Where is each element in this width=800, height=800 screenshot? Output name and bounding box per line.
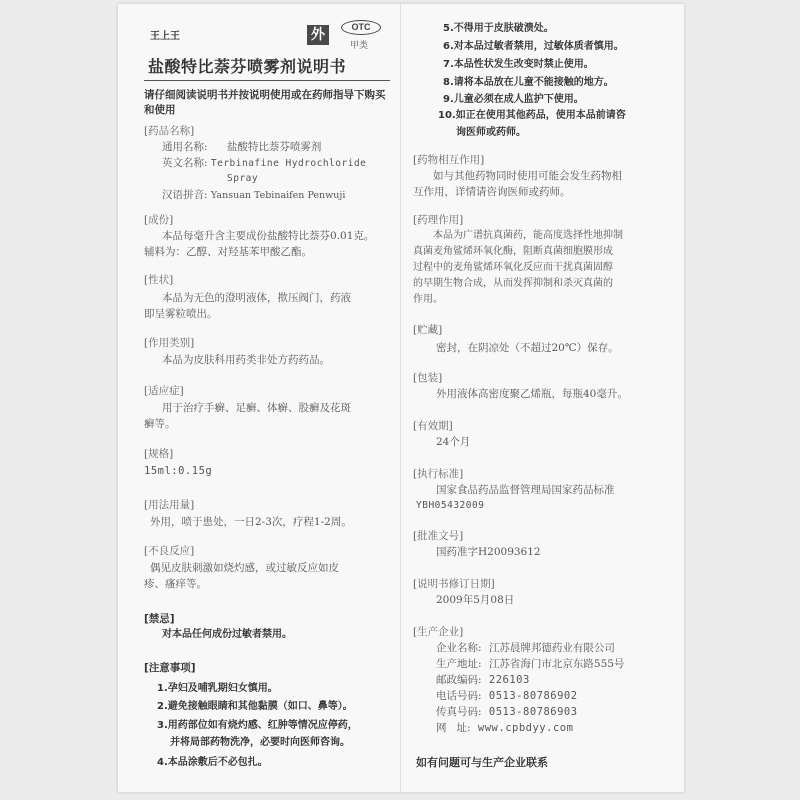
fold-line (400, 4, 401, 792)
english-name-value-cont: Spray (227, 173, 259, 184)
adverse-line-2: 疹、瘙痒等。 (144, 578, 207, 590)
storage-line-1: 密封，在阴凉处（不超过20℃）保存。 (436, 342, 619, 354)
indications-line-2: 癣等。 (144, 418, 176, 430)
manufacturer-web-value: www.cpbdyy.com (477, 722, 574, 734)
dosage-line-1: 外用，喷于患处，一日2-3次，疗程1-2周。 (150, 516, 352, 528)
precaution-item: 8.请将本品放在儿童不能接触的地方。 (443, 77, 614, 88)
manufacturer-name-value: 江苏晨牌邦德药业有限公司 (488, 642, 615, 654)
precaution-item: 4.本品涂敷后不必包扎。 (157, 757, 268, 768)
otc-badge: OTC (341, 20, 381, 35)
category-line-1: 本品为皮肤科用药类非处方药药品。 (162, 354, 330, 366)
english-name-value: Terbinafine Hydrochloride (210, 158, 367, 169)
manufacturer-postcode-value: 226103 (488, 674, 530, 686)
manufacturer-fax-row (436, 704, 578, 720)
contraindications-heading: [禁忌] (144, 613, 175, 625)
manufacturer-phone-value: 0513-80786902 (488, 690, 578, 702)
adverse-line-1: 偶见皮肤刺激如烧灼感，或过敏反应如皮 (150, 562, 339, 574)
common-name-value: 盐酸特比萘芬喷雾剂 (226, 141, 322, 153)
manufacturer-name-row (436, 640, 615, 656)
specification-heading: [规格] (144, 448, 174, 460)
specification-value: 15ml:0.15g (144, 465, 213, 477)
properties-heading: [性状] (144, 274, 174, 286)
precaution-item: 2.避免接触眼睛和其他黏膜（如口、鼻等）。 (157, 701, 353, 712)
manufacturer-address-label: 生产地址: (436, 658, 482, 670)
manufacturer-web-label: 网 址: (436, 722, 471, 734)
common-name-row (162, 139, 321, 155)
revision-value: 2009年5月08日 (436, 594, 515, 606)
revision-heading: [说明书修订日期] (413, 578, 495, 590)
manufacturer-address-row (436, 656, 624, 672)
ingredients-line-2: 辅料为：乙醇、对羟基苯甲酸乙酯。 (144, 246, 312, 258)
validity-value: 24个月 (436, 436, 471, 448)
precaution-item: 9.儿童必须在成人监护下使用。 (443, 94, 584, 105)
packaging-heading: [包装] (413, 372, 443, 384)
precaution-item: 7.本品性状发生改变时禁止使用。 (443, 59, 594, 70)
standard-line-1: 国家食品药品监督管理局国家药品标准 (436, 484, 615, 496)
standard-line-2: YBH05432009 (416, 500, 485, 511)
properties-line-1: 本品为无色的澄明液体，揿压阀门，药液 (162, 292, 351, 304)
precaution-item: 询医师或药师。 (456, 127, 526, 138)
title-rule (144, 80, 390, 81)
pinyin-name-label: 汉语拼音: (162, 189, 208, 201)
english-name-row (162, 155, 366, 172)
dosage-heading: [用法用量] (144, 499, 195, 511)
pharmacology-line: 过程中的麦角鲨烯环氧化反应而干扰真菌固醇 (413, 262, 613, 273)
pharmacology-line: 的早期生物合成，从而发挥抑制和杀灭真菌的 (413, 278, 613, 289)
usage-notice: 请仔细阅读说明书并按说明使用或在药师指导下购买和使用 (144, 89, 386, 116)
precaution-item: 10.如正在使用其他药品，使用本品前请咨 (438, 110, 626, 121)
properties-line-2: 即呈雾粒喷出。 (144, 308, 218, 320)
precaution-item: 并将局部药物洗净，必要时向医师咨询。 (170, 737, 350, 748)
manufacturer-phone-row (436, 688, 578, 704)
interactions-heading: [药物相互作用] (413, 154, 485, 166)
interactions-line-1: 如与其他药物同时使用可能会发生药物相 (433, 170, 622, 182)
manufacturer-name-label: 企业名称: (436, 642, 482, 654)
manufacturer-postcode-row (436, 672, 530, 688)
validity-heading: [有效期] (413, 420, 453, 432)
pinyin-name-value: Yansuan Tebinaifen Penwuji (210, 190, 346, 201)
otc-class: 甲类 (350, 41, 369, 51)
precaution-item: 1.孕妇及哺乳期妇女慎用。 (157, 683, 278, 694)
drug-name-heading: [药品名称] (144, 125, 195, 137)
english-name-label: 英文名称: (162, 157, 208, 169)
contraindications-line-1: 对本品任何成份过敏者禁用。 (162, 629, 292, 640)
pinyin-name-row (162, 187, 345, 204)
precaution-item: 5.不得用于皮肤破溃处。 (443, 23, 554, 34)
manufacturer-postcode-label: 邮政编码: (436, 674, 482, 686)
packaging-line-1: 外用液体高密度聚乙烯瓶，每瓶40毫升。 (436, 388, 628, 400)
brand-logo: 王上王 (150, 31, 180, 42)
interactions-line-2: 互作用，详情请咨询医师或药师。 (413, 186, 571, 198)
pharmacology-line: 本品为广谱抗真菌药，能高度选择性地抑制 (433, 230, 623, 241)
ingredients-heading: [成份] (144, 214, 174, 226)
adverse-heading: [不良反应] (144, 545, 195, 557)
manufacturer-address-value: 江苏省海门市北京东路555号 (488, 658, 625, 670)
manufacturer-fax-label: 传真号码: (436, 706, 482, 718)
storage-heading: [贮藏] (413, 324, 443, 336)
category-heading: [作用类别] (144, 337, 195, 349)
ingredients-line-1: 本品每毫升含主要成份盐酸特比萘芬0.01克。 (162, 230, 375, 242)
manufacturer-web-row (436, 720, 573, 736)
precaution-item: 3.用药部位如有烧灼感、红肿等情况应停药， (157, 720, 358, 731)
document-title: 盐酸特比萘芬喷雾剂说明书 (148, 57, 347, 76)
precautions-heading: [注意事项] (144, 662, 196, 674)
pharmacology-line: 真菌麦角鲨烯环氧化酶，阻断真菌细胞膜形成 (413, 246, 613, 257)
pharmacology-line: 作用。 (413, 294, 443, 305)
manufacturer-heading: [生产企业] (413, 626, 464, 638)
standard-heading: [执行标准] (413, 468, 464, 480)
precaution-item: 6.对本品过敏者禁用，过敏体质者慎用。 (443, 41, 624, 52)
contact-footer: 如有问题可与生产企业联系 (416, 756, 548, 769)
pharmacology-heading: [药理作用] (413, 214, 464, 226)
manufacturer-fax-value: 0513-80786903 (488, 706, 578, 718)
indications-heading: [适应症] (144, 385, 184, 397)
manufacturer-phone-label: 电话号码: (436, 690, 482, 702)
indications-line-1: 用于治疗手癣、足癣、体癣、股癣及花斑 (162, 402, 351, 414)
approval-value: 国药准字H20093612 (436, 546, 541, 558)
external-use-mark: 外 (307, 25, 329, 45)
approval-heading: [批准文号] (413, 530, 464, 542)
common-name-label: 通用名称: (162, 141, 208, 153)
